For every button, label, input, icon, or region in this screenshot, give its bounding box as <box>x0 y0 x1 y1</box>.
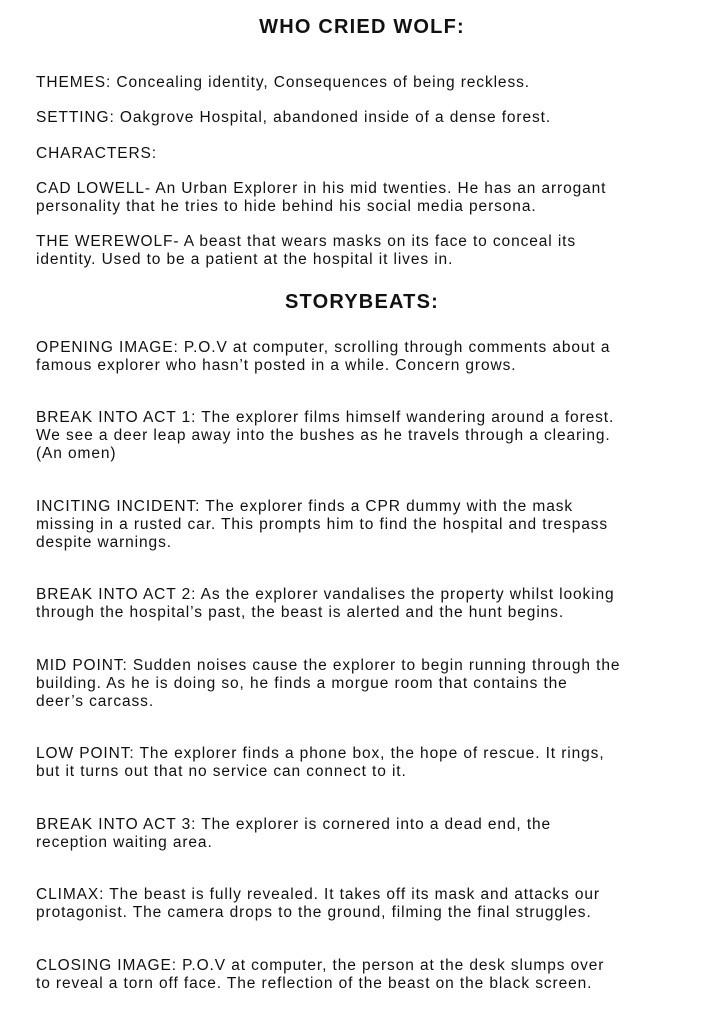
storybeat-entry: LOW POINT: The explorer finds a phone box, the hope of rescue. It rings, but it turns out that no service can connect to it. <box>36 745 605 780</box>
storybeat-entry: BREAK INTO ACT 1: The explorer films himself wandering around a forest. We see a deer leap away into the bushes as he travels through a clearing. (An omen) <box>36 409 615 462</box>
storybeats-title: STORYBEATS: <box>285 291 439 313</box>
setting-line: SETTING: Oakgrove Hospital, abandoned inside of a dense forest. <box>36 109 552 126</box>
storybeat-entry: CLOSING IMAGE: P.O.V at computer, the person at the desk slumps over to reveal a torn off face. The reflection of the beast on the black screen. <box>36 957 605 992</box>
characters-label: CHARACTERS: <box>36 145 157 162</box>
character-entry: CAD LOWELL- An Urban Explorer in his mid twenties. He has an arrogant personality that he tries to hide behind his social media persona. <box>36 180 607 215</box>
storybeat-entry: MID POINT: Sudden noises cause the explorer to begin running through the building. As he is doing so, he finds a morgue room that contains the deer’s carcass. <box>36 657 621 710</box>
character-entry: THE WEREWOLF- A beast that wears masks on its face to conceal its identity. Used to be a patient at the hospital it lives in. <box>36 233 577 268</box>
storybeat-entry: CLIMAX: The beast is fully revealed. It takes off its mask and attacks our protagonist. The camera drops to the ground, filming the final struggles. <box>36 886 600 921</box>
document-title: WHO CRIED WOLF: <box>259 16 465 38</box>
storybeat-entry: OPENING IMAGE: P.O.V at computer, scrolling through comments about a famous explorer who hasn’t posted in a while. Concern grows. <box>36 339 611 374</box>
themes-line: THEMES: Concealing identity, Consequences of being reckless. <box>36 74 530 91</box>
storybeat-entry: INCITING INCIDENT: The explorer finds a CPR dummy with the mask missing in a rusted car. This prompts him to find the hospital and trespass despite warnings. <box>36 498 609 551</box>
storybeat-entry: BREAK INTO ACT 2: As the explorer vandalises the property whilst looking through the hospital’s past, the beast is alerted and the hunt begins. <box>36 586 615 621</box>
storybeat-entry: BREAK INTO ACT 3: The explorer is cornered into a dead end, the reception waiting area. <box>36 816 552 851</box>
